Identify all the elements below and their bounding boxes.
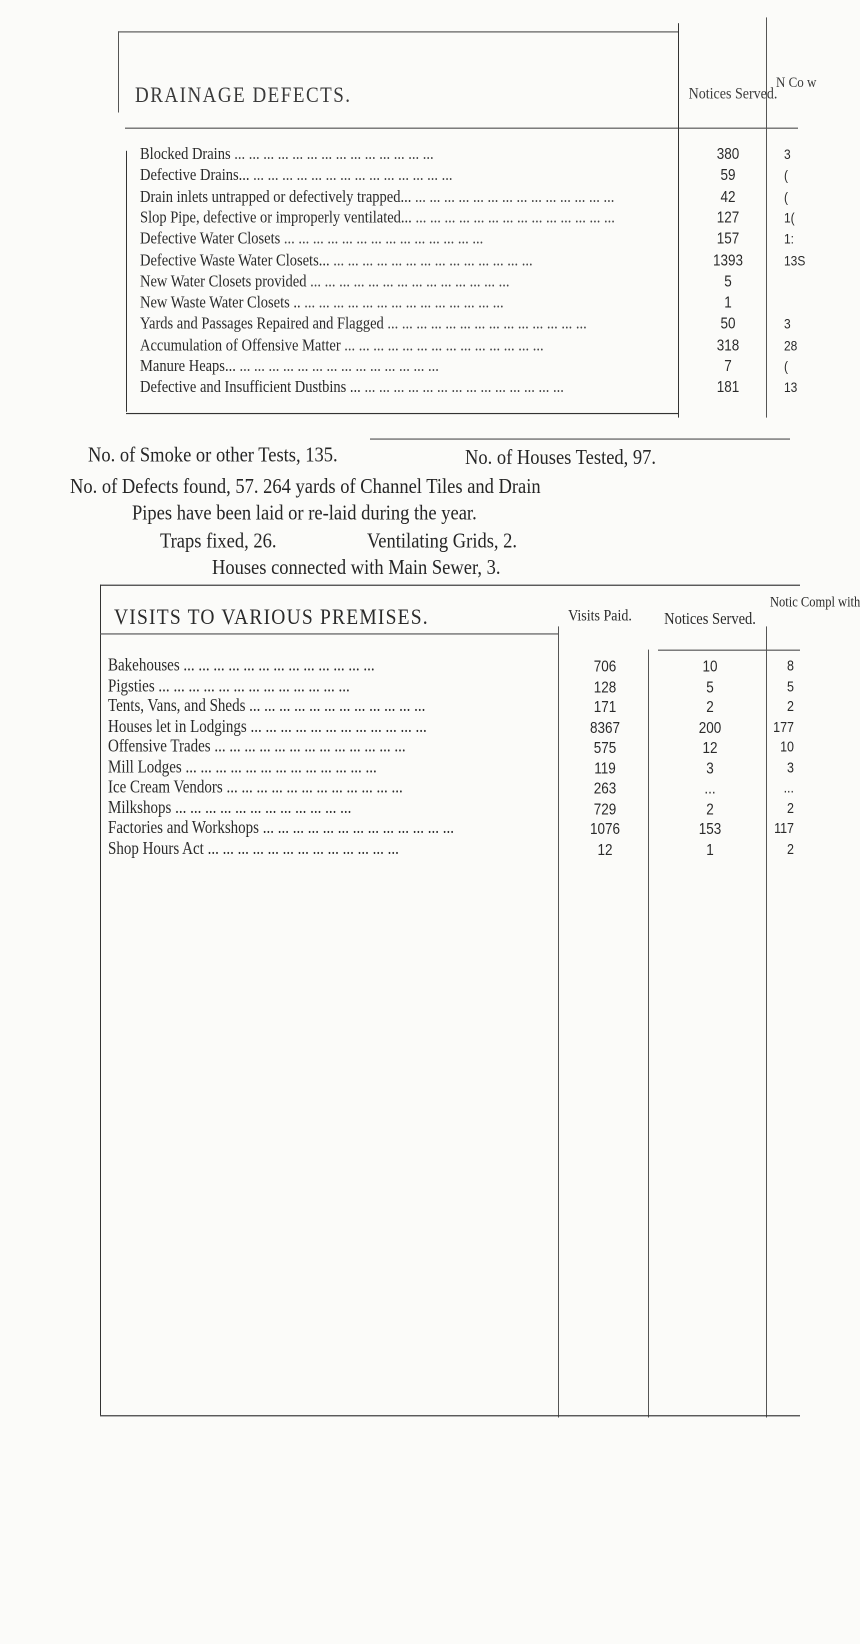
leader-dots: ... ... ... ... ... ... ... ... ... ... ... ... ... ...	[360, 378, 564, 398]
row-label: Ice Cream Vendors	[108, 778, 223, 797]
cell-notices-served: 200	[698, 718, 722, 737]
cell-notices-served: 7	[724, 357, 732, 375]
table-title: DRAINAGE DEFECTS.	[135, 83, 352, 108]
leader-dots: ... ... ... ... ... ... ... ... ... ... ... ... ... ...	[411, 208, 615, 228]
cell-visits-paid: 706	[593, 657, 617, 676]
table-row	[140, 314, 685, 335]
table-row	[108, 839, 558, 859]
cell-notices-served: ...	[704, 779, 716, 797]
cell-visits-paid: 119	[594, 759, 616, 777]
cell-notices-served: 59	[720, 166, 736, 184]
table-row	[140, 356, 685, 377]
divider-rule	[100, 585, 800, 586]
cell-complied: 13S	[784, 252, 806, 269]
cell-visits-paid: 575	[593, 738, 617, 757]
column-divider	[648, 650, 649, 1418]
table-row	[108, 799, 558, 819]
cell-notices-served: 181	[716, 378, 740, 396]
table-row	[108, 778, 558, 798]
column-divider	[558, 626, 559, 1417]
note-houses-connected: Houses connected with Main Sewer, 3.	[212, 556, 501, 580]
row-label: Offensive Trades ...	[108, 737, 226, 757]
cell-notices-served: 1393	[712, 251, 744, 269]
leader-dots: ... ... ... ... ... ... ... ... ... ... ... ...	[196, 758, 377, 777]
leader-dots: ... ... ... ... ... ... ... ... ... ... ... ... ... ...	[235, 357, 439, 376]
cell-notices-served: 50	[720, 314, 736, 333]
table-row	[140, 250, 685, 271]
cell-complied: 3	[784, 146, 791, 163]
table-bottom-border	[100, 1415, 800, 1416]
row-label: Manure Heaps...	[140, 357, 236, 376]
table-row	[140, 292, 685, 313]
header-rule	[125, 128, 798, 129]
row-label: Yards and Passages Repaired and Flagged	[140, 314, 384, 334]
cell-complied: 10	[780, 738, 794, 756]
cell-visits-paid: 1076	[589, 820, 621, 838]
cell-complied: 3	[787, 759, 794, 776]
cell-visits-paid: 171	[593, 698, 617, 716]
table-row	[140, 144, 685, 165]
cell-notices-served: 5	[724, 272, 732, 290]
leader-dots: ... ... ... ... ... ... ... ... ... ... ... ...	[274, 818, 454, 838]
cell-notices-served: 380	[716, 145, 740, 163]
leader-dots: ... ... ... ... ... ... ... ... ... ... ... ...	[245, 697, 426, 716]
table-row	[108, 677, 558, 697]
row-label: Defective and Insufficient Dustbins ...	[140, 378, 361, 398]
cell-visits-paid: 128	[593, 678, 617, 696]
table-row	[108, 717, 558, 737]
column-header-complied: Notic Compl with	[770, 593, 860, 611]
table-row	[108, 819, 558, 839]
cell-notices-served: 127	[716, 208, 740, 227]
table-left-border-lower	[126, 151, 127, 412]
column-header-notices: Notices Served.	[664, 610, 756, 629]
cell-complied: 3	[784, 315, 791, 333]
cell-visits-paid: 263	[593, 779, 617, 797]
cell-notices-served: 153	[698, 820, 722, 838]
table-row	[108, 738, 558, 758]
cell-notices-served: 1	[724, 293, 732, 311]
cell-notices-served: 42	[720, 187, 736, 205]
cell-notices-served: 318	[716, 336, 740, 354]
cell-complied: 1(	[784, 209, 795, 227]
cell-complied: 8	[787, 657, 794, 674]
table-row	[140, 271, 685, 292]
cell-notices-served: 157	[716, 229, 740, 248]
row-label: Bakehouses ...	[108, 656, 195, 676]
table-bottom-border	[126, 413, 678, 414]
cell-complied: (	[784, 358, 788, 375]
column-header-notices: Notices Served.	[688, 85, 778, 104]
cell-notices-served: 10	[702, 657, 718, 676]
table-row	[108, 697, 558, 717]
row-label: Houses let in Lodgings	[108, 717, 247, 737]
row-label: Blocked Drains	[140, 145, 231, 164]
cell-complied	[768, 292, 816, 313]
note-smoke-tests: No. of Smoke or other Tests, 135.	[88, 444, 338, 468]
note-traps-fixed: Traps fixed, 26.	[160, 530, 277, 554]
leader-dots: ... ... ... ... ... ... ... ... ... ... ... ...	[171, 798, 352, 818]
leader-dots: ... ... ... ... ... ... ... ... ... ... ... ... ... ...	[329, 251, 533, 270]
cell-notices-served: 1	[706, 840, 714, 858]
cell-complied: 28	[784, 337, 798, 354]
table-top-border	[118, 31, 678, 32]
leader-dots: ... ... ... ... ... ... ... ... ... ... ... ...	[218, 839, 399, 858]
leader-dots: ... ... ... ... ... ... ... ... ... ... ... ... ... ...	[230, 145, 434, 164]
table-left-border	[100, 585, 101, 1416]
row-label: New Waste Water Closets ..	[140, 293, 301, 313]
leader-dots: ... ... ... ... ... ... ... ... ... ... ... ...	[169, 676, 350, 696]
row-label: Shop Hours Act ...	[108, 839, 219, 858]
row-label: Defective Water Closets	[140, 229, 281, 249]
row-label: Factories and Workshops ...	[108, 818, 274, 838]
leader-dots: ... ... ... ... ... ... ... ... ... ... ... ... ... ...	[306, 272, 510, 291]
leader-dots: ... ... ... ... ... ... ... ... ... ... ... ... ... ...	[340, 336, 544, 355]
cell-complied: 1:	[784, 231, 795, 248]
table-left-border	[118, 31, 119, 112]
column-divider	[766, 626, 767, 1417]
leader-dots: ... ... ... ... ... ... ... ... ... ... ... ...	[225, 737, 406, 757]
cell-notices-served: 2	[706, 698, 714, 716]
leader-dots: ... ... ... ... ... ... ... ... ... ... ... ... ... ...	[249, 166, 453, 185]
row-label: Pigsties ...	[108, 676, 170, 696]
row-label: Mill Lodges ...	[108, 758, 197, 777]
row-label: Drain inlets untrapped or defectively trapped...	[140, 187, 412, 207]
cell-complied: (	[784, 167, 788, 184]
note-defects-found: No. of Defects found, 57. 264 yards of Channel Tiles and Drain	[70, 475, 541, 499]
cell-complied: 2	[787, 799, 794, 817]
note-ventilating-grids: Ventilating Grids, 2.	[367, 530, 518, 554]
cell-visits-paid: 8367	[589, 718, 621, 737]
column-header-complied: N Co w	[776, 73, 817, 91]
table-row	[108, 758, 558, 778]
note-houses-tested: No. of Houses Tested, 97.	[465, 446, 657, 470]
cell-notices-served: 5	[706, 678, 714, 696]
row-label: Defective Waste Water Closets...	[140, 251, 330, 270]
cell-complied: ...	[783, 779, 794, 796]
cell-complied: 177	[773, 718, 794, 735]
table-row	[140, 377, 685, 398]
table-row	[140, 229, 685, 250]
header-rule	[100, 633, 558, 634]
table-row	[140, 208, 685, 229]
note-pipes-laid: Pipes have been laid or re-laid during the year.	[132, 502, 477, 526]
table-row	[140, 186, 685, 207]
row-label: Tents, Vans, and Sheds	[108, 697, 246, 716]
cell-visits-paid: 12	[597, 840, 613, 858]
cell-notices-served: 3	[706, 759, 714, 777]
cell-complied: 5	[787, 678, 794, 695]
divider-rule	[370, 438, 790, 439]
leader-dots: ... ... ... ... ... ... ... ... ... ... ... ... ... ...	[383, 314, 587, 334]
table-row	[140, 165, 685, 186]
cell-notices-served: 2	[706, 799, 714, 818]
leader-dots: ... ... ... ... ... ... ... ... ... ... ... ...	[222, 778, 403, 797]
cell-complied: 117	[774, 820, 794, 837]
cell-complied: (	[784, 188, 788, 205]
cell-complied	[768, 271, 816, 292]
row-label: Defective Drains...	[140, 166, 250, 185]
header-rule	[658, 650, 800, 651]
leader-dots: ... ... ... ... ... ... ... ... ... ... ... ...	[246, 717, 427, 737]
row-label: Accumulation of Offensive Matter	[140, 336, 341, 355]
row-label: Slop Pipe, defective or improperly ventilated...	[140, 208, 412, 228]
cell-complied: 13	[784, 379, 798, 396]
cell-complied: 2	[787, 698, 794, 715]
cell-visits-paid: 729	[593, 799, 617, 818]
table-row	[140, 335, 685, 356]
leader-dots: ... ... ... ... ... ... ... ... ... ... ... ...	[194, 656, 375, 676]
column-header-visits: Visits Paid.	[568, 607, 632, 626]
leader-dots: ... ... ... ... ... ... ... ... ... ... ... ... ... ...	[411, 187, 615, 207]
leader-dots: ... ... ... ... ... ... ... ... ... ... ... ... ... ...	[300, 293, 504, 313]
leader-dots: ... ... ... ... ... ... ... ... ... ... ... ... ... ...	[280, 229, 484, 249]
table-title: VISITS TO VARIOUS PREMISES.	[114, 605, 429, 630]
cell-notices-served: 12	[702, 738, 718, 757]
table-row	[108, 657, 558, 677]
cell-complied: 2	[787, 840, 794, 857]
row-label: New Water Closets provided	[140, 272, 307, 291]
row-label: Milkshops	[108, 798, 172, 818]
